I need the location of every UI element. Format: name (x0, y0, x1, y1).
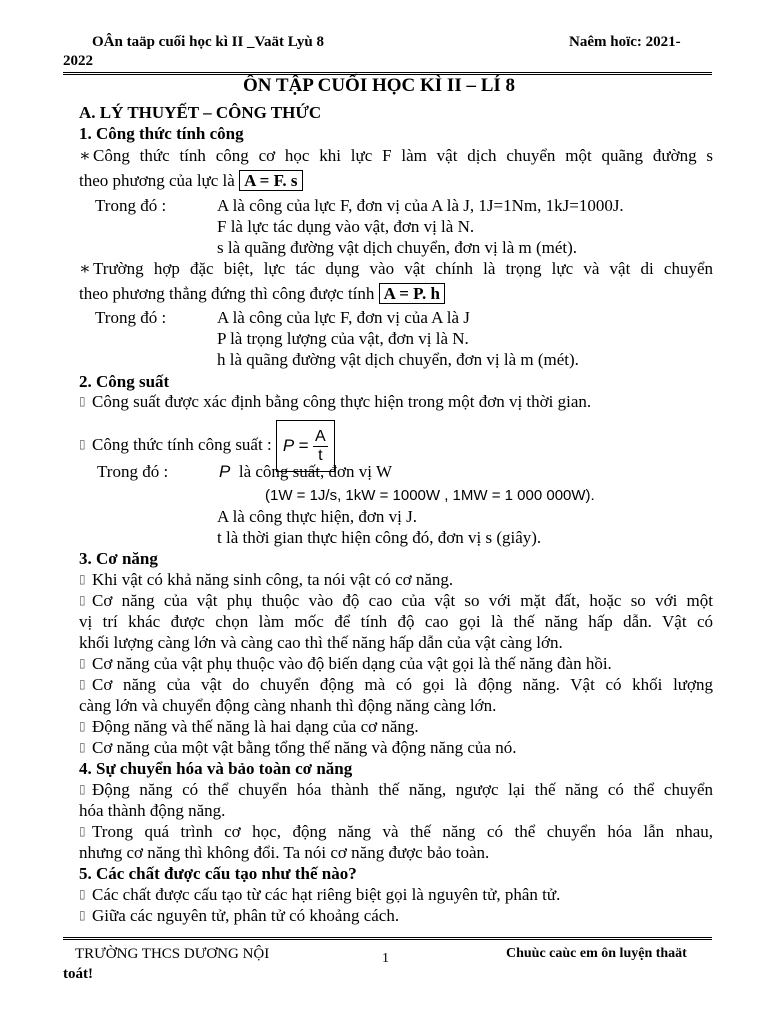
page-number: 1 (382, 951, 389, 966)
footer-wish: Chuùc caùc em ôn luyện thaät (506, 946, 687, 961)
bullet-icon: ▯ (79, 677, 86, 691)
list-item: ▯ Các chất được cấu tạo từ các hạt riêng biệt gọi là nguyên tử, phân tử. (79, 885, 561, 904)
paragraph-continuation: nhưng cơ năng thì không đổi. Ta nói cơ năng được bảo toàn. (79, 843, 490, 862)
header-year: Naêm hoïc: 2021- (569, 34, 681, 50)
definition-line: s là quãng đường vật dịch chuyển, đơn vị là m (mét). (217, 238, 578, 257)
footer-rule (63, 937, 712, 940)
list-item: ▯ Cơ năng của vật do chuyển động mà có gọi là động năng. Vật có khối lượng (79, 675, 713, 694)
footer-school-wrap: toát! (63, 966, 93, 982)
unit-conversion: (1W = 1J/s, 1kW = 1000W , 1MW = 1 000 000W). (265, 487, 595, 504)
paragraph: theo phương của lực là A = F. s (79, 170, 303, 191)
definition-line: P là trọng lượng của vật, đơn vị là N. (217, 329, 469, 348)
formula-box: A = F. s (239, 170, 302, 191)
bullet-icon: ▯ (79, 740, 86, 754)
definition-line: A là công của lực F, đơn vị của A là J, 1J=1Nm, 1kJ=1000J. (217, 196, 624, 215)
where-label: Trong đó : (95, 196, 167, 215)
list-item: ▯ Động năng có thể chuyển hóa thành thế năng, ngược lại thế năng có thể chuyển (79, 780, 713, 799)
paragraph-continuation: càng lớn và chuyển động càng nhanh thì động năng càng lớn. (79, 696, 497, 715)
list-item: ▯ Công thức tính công suất : P = $\frac{A}{t}$ (79, 420, 335, 472)
section-4-heading: 4. Sự chuyển hóa và bảo toàn cơ năng (79, 759, 353, 778)
where-label: Trong đó : (95, 308, 167, 327)
power-formula-box: P = $\frac{A}{t}$ (276, 420, 335, 472)
paragraph: ∗ Công thức tính công cơ học khi lực F làm vật dịch chuyển một quãng đường s (79, 146, 713, 165)
paragraph-continuation: vị trí khác được chọn làm mốc để tính độ cao gọi là thế năng hấp dẫn. Vật có (79, 612, 713, 631)
bullet-icon: ▯ (79, 887, 86, 901)
bullet-icon: ▯ (79, 437, 86, 451)
list-item: ▯ Cơ năng của vật phụ thuộc vào độ biến dạng của vật gọi là thế năng đàn hồi. (79, 654, 612, 673)
definition-line: h là quãng đường vật dịch chuyển, đơn vị là m (mét). (217, 350, 579, 369)
list-item: ▯ Cơ năng của một vật bằng tổng thế năng và động năng của nó. (79, 738, 517, 757)
list-item: ▯ Công suất được xác định bằng công thực hiện trong một đơn vị thời gian. (79, 392, 592, 411)
section-2-heading: 2. Công suất (79, 372, 170, 391)
paragraph-continuation: hóa thành động năng. (79, 801, 226, 820)
footer-school: TRƯỜNG THCS DƯƠNG NỘI (75, 946, 270, 962)
header-course: OÂn taäp cuối học kì II _Vaät Lyù 8 (92, 34, 325, 50)
section-a-heading: A. LÝ THUYẾT – CÔNG THỨC (79, 103, 322, 122)
list-item: ▯ Cơ năng của vật phụ thuộc vào độ cao của vật so với mặt đất, hoặc so với một (79, 591, 713, 610)
definition-line: F là lực tác dụng vào vật, đơn vị là N. (217, 217, 475, 236)
bullet-icon: ▯ (79, 656, 86, 670)
bullet-icon: ▯ (79, 908, 86, 922)
formula-box: A = P. h (379, 283, 445, 304)
section-1-heading: 1. Công thức tính công (79, 124, 244, 143)
bullet-icon: ▯ (79, 782, 86, 796)
bullet-icon: ▯ (79, 572, 86, 586)
paragraph: theo phương thẳng đứng thì công được tính A = P. h (79, 283, 445, 304)
header-year-wrap: 2022 (63, 53, 93, 69)
definition-line: A là công thực hiện, đơn vị J. (217, 507, 417, 526)
star-bullet-icon: ∗ (79, 146, 91, 165)
section-3-heading: 3. Cơ năng (79, 549, 158, 568)
bullet-icon: ▯ (79, 719, 86, 733)
list-item: ▯ Giữa các nguyên tử, phân tử có khoảng cách. (79, 906, 400, 925)
definition-line: A là công của lực F, đơn vị của A là J (217, 308, 470, 327)
paragraph-continuation: khối lượng càng lớn và càng cao thì thế năng hấp dẫn của vật càng lớn. (79, 633, 563, 652)
document-title: ÔN TẬP CUỐI HỌC KÌ II – LÍ 8 (243, 75, 516, 96)
definition-line: t là thời gian thực hiện công đó, đơn vị s (giây). (217, 528, 542, 547)
bullet-icon: ▯ (79, 394, 86, 408)
star-bullet-icon: ∗ (79, 259, 91, 278)
list-item: ▯ Trong quá trình cơ học, động năng và thế năng có thể chuyển hóa lẫn nhau, (79, 822, 713, 841)
list-item: ▯ Động năng và thế năng là hai dạng của cơ năng. (79, 717, 419, 736)
where-label: Trong đó : (97, 462, 169, 481)
paragraph: ∗ Trường hợp đặc biệt, lực tác dụng vào vật chính là trọng lực và vật di chuyển (79, 259, 713, 278)
bullet-icon: ▯ (79, 593, 86, 607)
section-5-heading: 5. Các chất được cấu tạo như thế nào? (79, 864, 357, 883)
bullet-icon: ▯ (79, 824, 86, 838)
definition-line: P là công suất, đơn vị W (219, 462, 392, 481)
list-item: ▯ Khi vật có khả năng sinh công, ta nói vật có cơ năng. (79, 570, 454, 589)
